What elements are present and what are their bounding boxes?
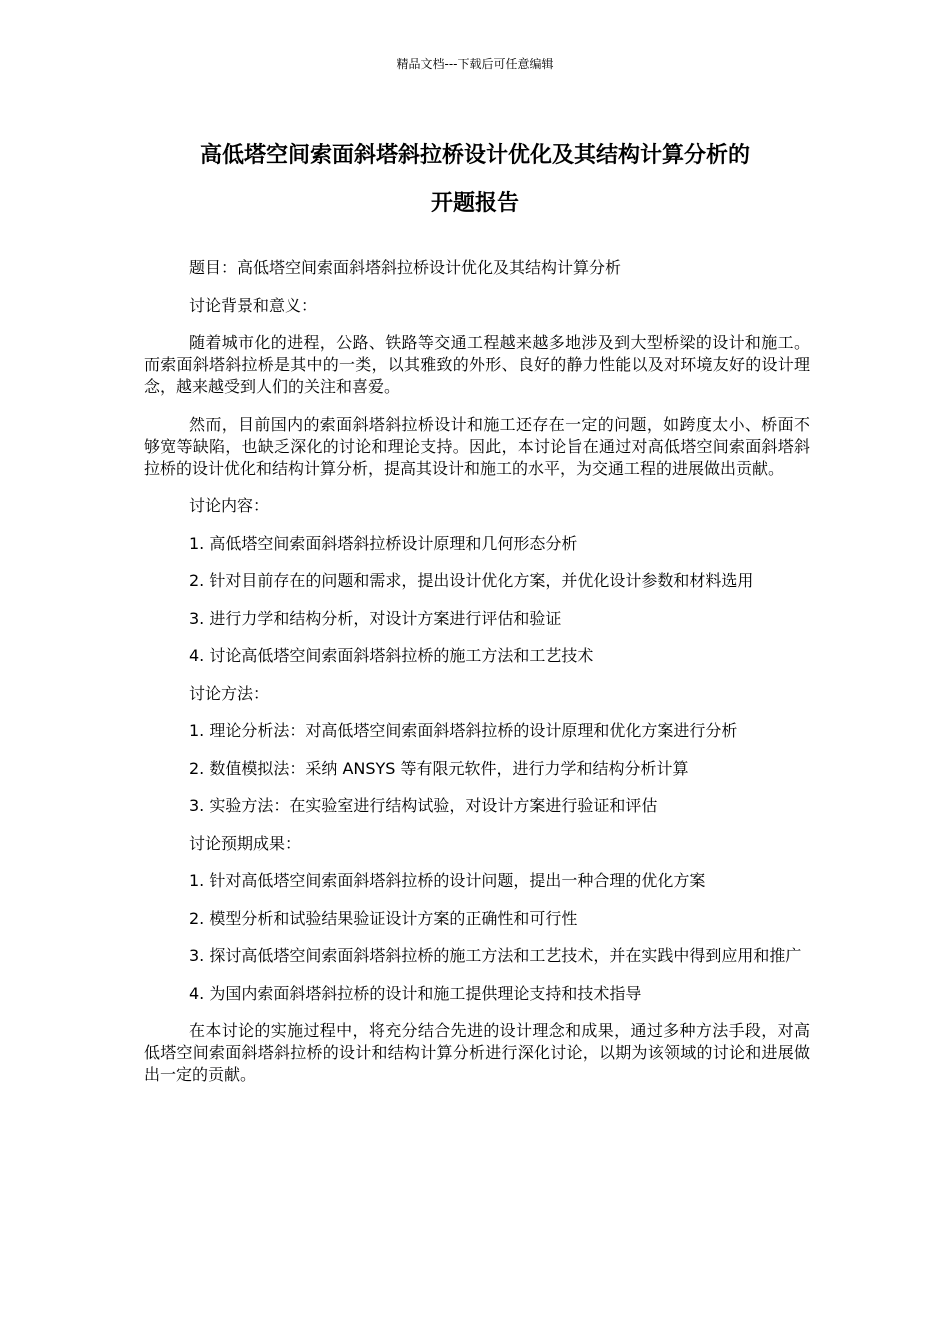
section-heading-background: 讨论背景和意义： (189, 295, 318, 315)
list-item: 3. 进行力学和结构分析，对设计方案进行评估和验证 (189, 608, 562, 628)
list-item: 1. 理论分析法：对高低塔空间索面斜塔斜拉桥的设计原理和优化方案进行分析 (189, 721, 738, 740)
section-heading-outcomes: 讨论预期成果： (189, 833, 302, 853)
list-item: 2. 数值模拟法：采纳 ANSYS 等有限元软件，进行力学和结构分析计算 (189, 758, 689, 778)
title-line-1: 高低塔空间索面斜塔斜拉桥设计优化及其结构计算分析的 (199, 143, 750, 168)
list-item: 1. 高低塔空间索面斜塔斜拉桥设计原理和几何形态分析 (189, 533, 578, 553)
list-item: 3. 实验方法：在实验室进行结构试验，对设计方案进行验证和评估 (189, 796, 658, 815)
section-heading-method: 讨论方法： (189, 683, 270, 703)
subject-line: 题目：高低塔空间索面斜塔斜拉桥设计优化及其结构计算分析 (189, 258, 622, 277)
list-item: 4. 讨论高低塔空间索面斜塔斜拉桥的施工方法和工艺技术 (189, 646, 594, 665)
title-line-2: 开题报告 (430, 191, 519, 216)
document-title (120, 132, 830, 228)
paragraph: 然而，目前国内的索面斜塔斜拉桥设计和施工还存在一定的问题，如跨度太小、桥面不够宽等缺陷，也缺乏深化的讨论和理论支持。因此，本讨论旨在通过对高低塔空间索面斜塔斜拉桥的设计优化和结构计算分析，提高其设计和施工的水平，为交通工程的进展做出贡献。 (144, 414, 810, 478)
list-item: 4. 为国内索面斜塔斜拉桥的设计和施工提供理论支持和技术指导 (189, 983, 642, 1003)
paragraph: 在本讨论的实施过程中，将充分结合先进的设计理念和成果，通过多种方法手段，对高低塔空间索面斜塔斜拉桥的设计和结构计算分析进行深化讨论，以期为该领域的讨论和进展做出一定的贡献。 (144, 1021, 810, 1084)
list-item: 2. 模型分析和试验结果验证设计方案的正确性和可行性 (189, 908, 578, 928)
paragraph: 随着城市化的进程，公路、铁路等交通工程越来越多地涉及到大型桥梁的设计和施工。而索面斜塔斜拉桥是其中的一类，以其雅致的外形、良好的静力性能以及对环境友好的设计理念，越来越受到人们的关注和喜爱。 (144, 333, 810, 396)
section-heading-content: 讨论内容： (189, 496, 270, 515)
list-item: 3. 探讨高低塔空间索面斜塔斜拉桥的施工方法和工艺技术，并在实践中得到应用和推广 (189, 946, 802, 965)
list-item: 2. 针对目前存在的问题和需求，提出设计优化方案，并优化设计参数和材料选用 (189, 571, 754, 590)
document-body (144, 257, 810, 1102)
page-header: 精品文档---下载后可任意编辑 (396, 57, 554, 71)
list-item: 1. 针对高低塔空间索面斜塔斜拉桥的设计问题，提出一种合理的优化方案 (189, 871, 706, 890)
